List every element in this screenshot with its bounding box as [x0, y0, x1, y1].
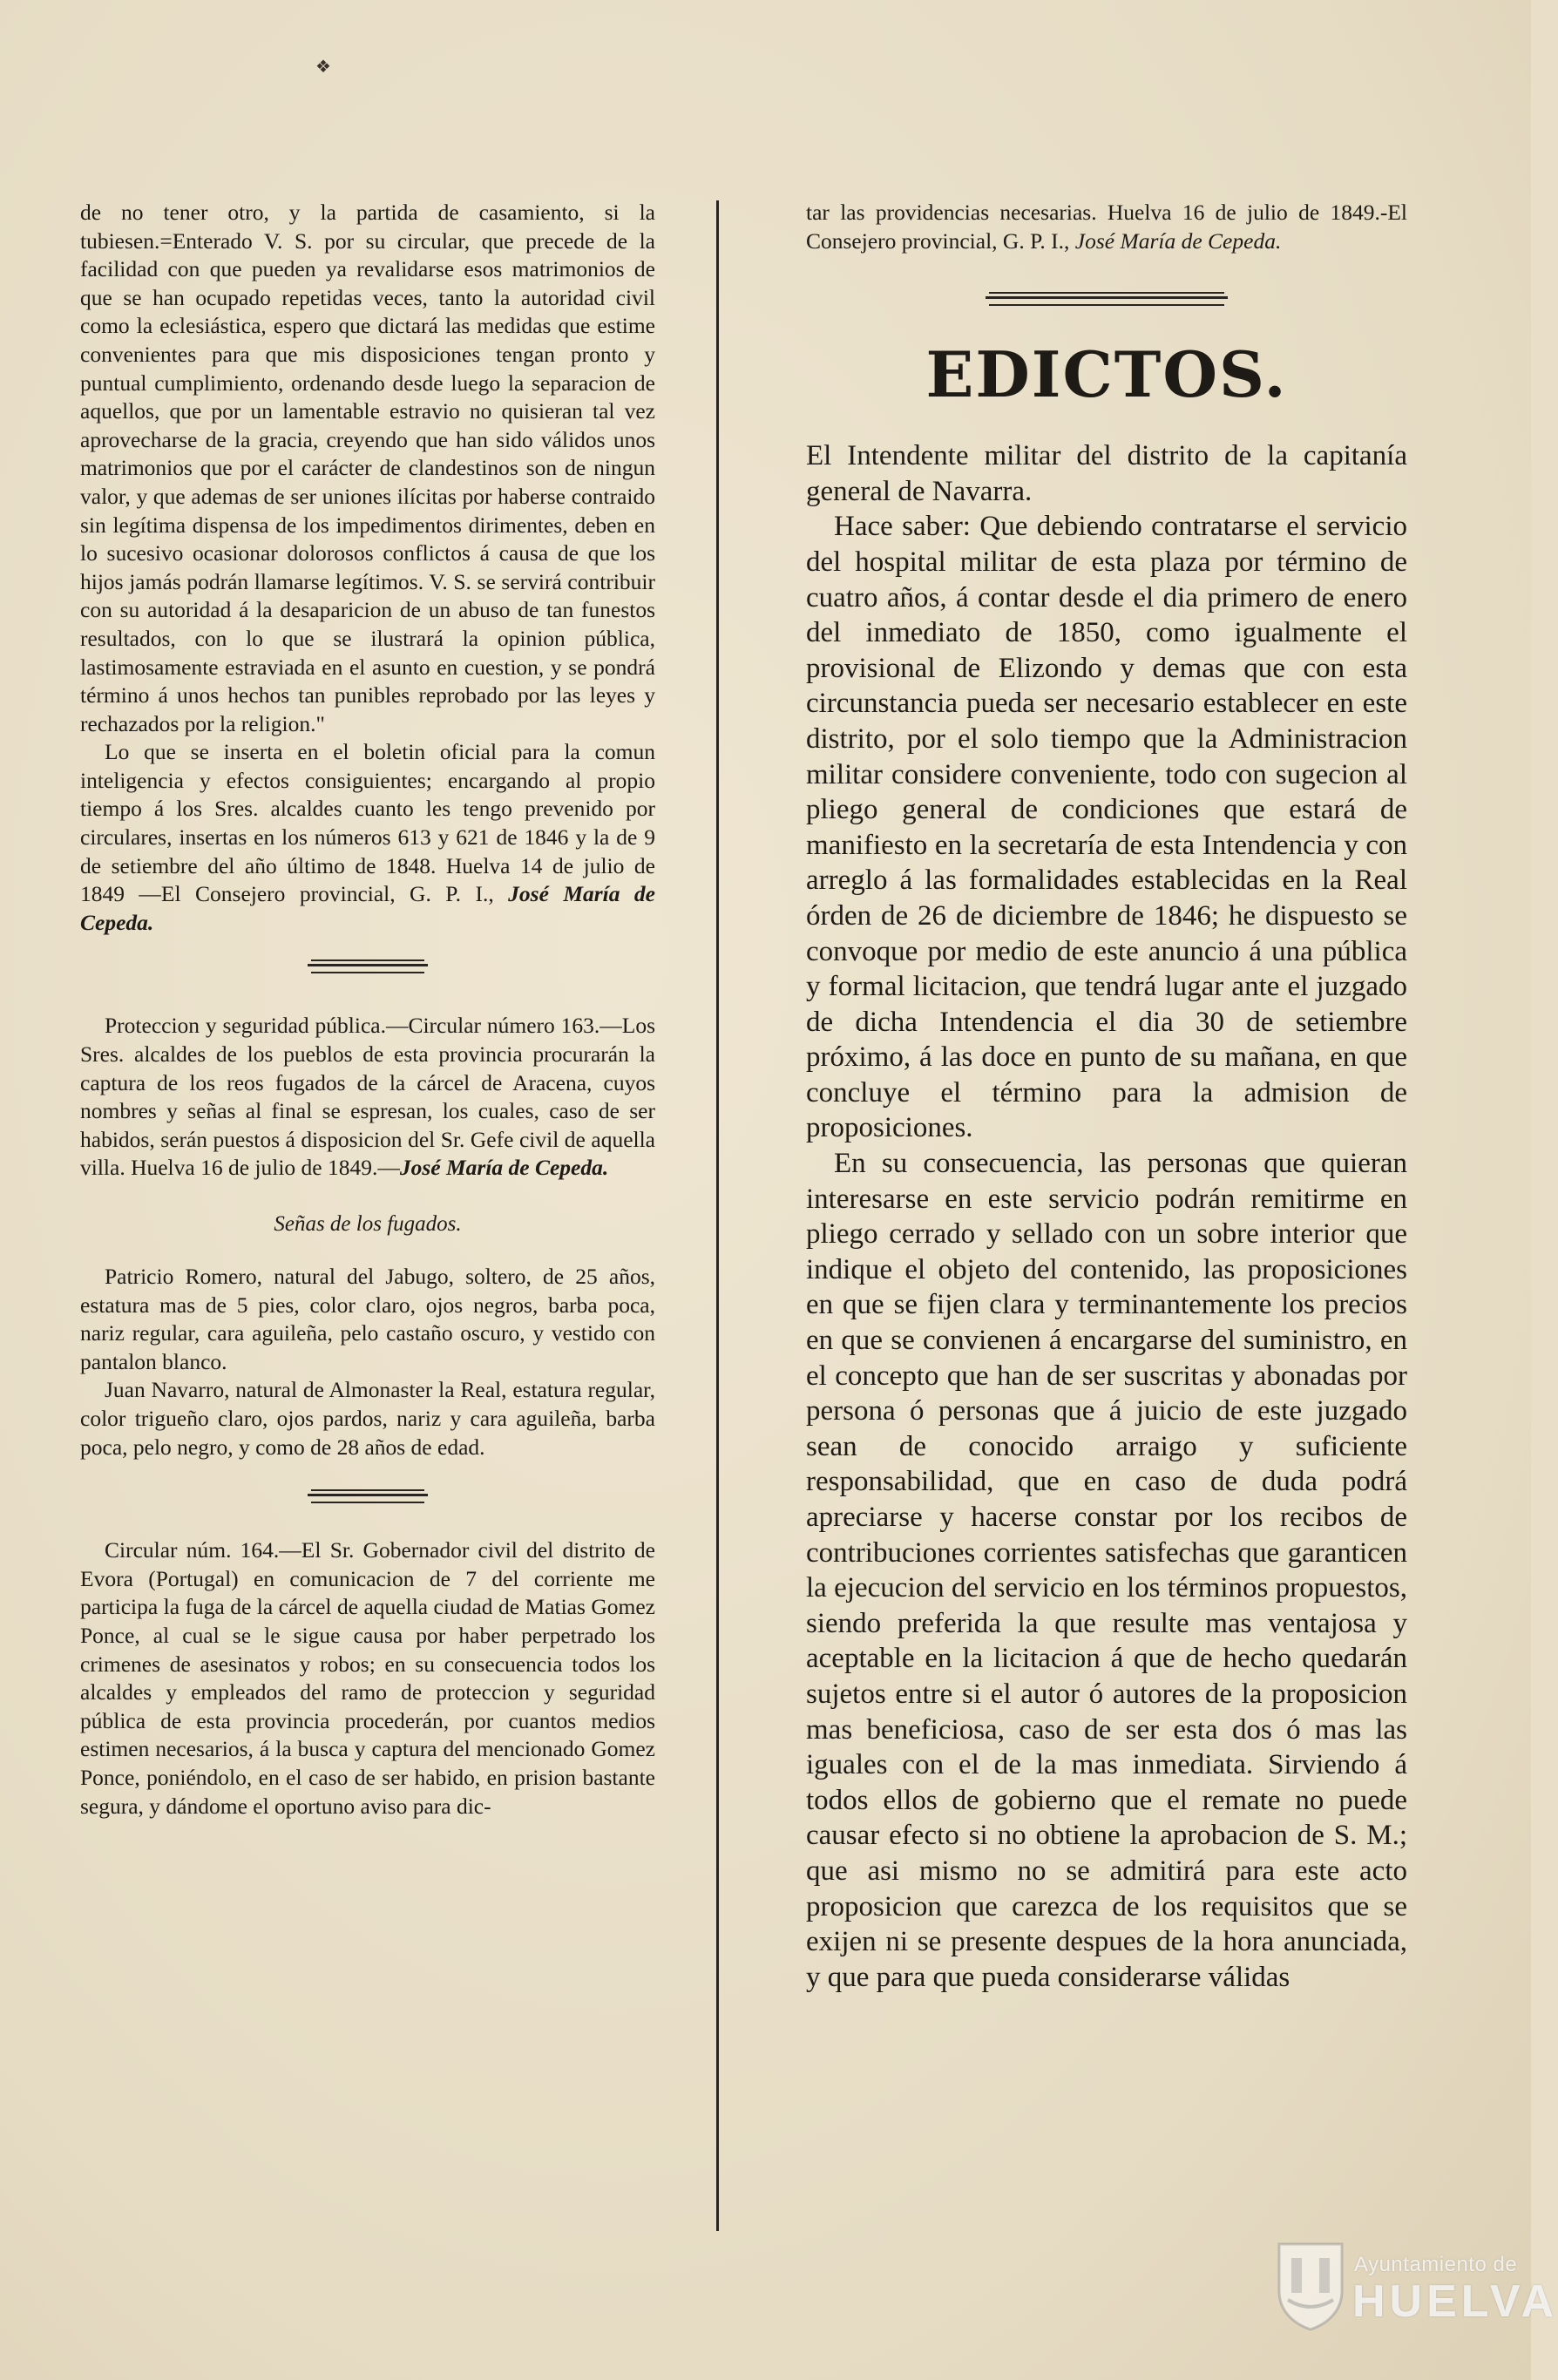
corner-mark: ❖ [315, 58, 331, 77]
left-paragraph-2 [80, 738, 655, 937]
left-paragraph-2-text: Lo que se inserta en el boletin oficial para la comun inteligencia y efectos consiguientes; encargando al propio tiempo á los Sres. alcaldes cuanto les tengo prevenido por circulares, insertas en los números 613 y 621 de 1846 y la de 9 de setiembre del año último de 1848. Huelva 14 de julio de 1849 —El Consejero provincial, G. P. I., [80, 739, 655, 907]
section-title: EDICTOS. [925, 337, 1288, 412]
ornament-divider [989, 292, 1224, 306]
column-separator [716, 200, 719, 2231]
right-column [806, 199, 1407, 1995]
right-paragraph-2: El Intendente militar del distrito de la capitanía general de Navarra. [806, 440, 1407, 507]
left-paragraph-3-text: Proteccion y seguridad pública.—Circular número 163.—Los Sres. alcaldes de los pueblos de esta provincia procurarán la captura de los reos fugados de la cárcel de Aracena, cuyos nombres y señas al final se espresan, los cuales, caso de ser habidos, serán puestos á disposicion del Sr. Gefe civil de aquella villa. Huelva 16 de julio de 1849.— [80, 1013, 655, 1181]
left-signature-1: José María de Cepeda. [80, 881, 656, 935]
ornament-divider [311, 1489, 424, 1503]
right-paragraph-4: En su consecuencia, las personas que quieran interesarse en este servicio podrán remitirme en pliego cerrado y sellado con un sobre interior que indique el objeto del contenido, las proposiciones en que se fijen clara y terminantemente los precios en que se convienen á encargarse del suministro, en el concepto que han de ser suscritas y abonadas por persona ó personas que á juicio de este juzgado sean de conocido arraigo y suficiente responsabilidad, que en caso de duda podrá apreciarse y hacerse constar por los recibos de contribuciones corrientes satisfechas que garanticen la ejecucion del servicio en los términos propuestos, siendo preferida la que resulte mas ventajosa y aceptable en la licitacion á que de hecho quedarán sujetos entre si el autor ó autores de la proposicion mas beneficiosa, caso de ser esta dos ó mas las iguales con el de la mas inmediata. Sirviendo á todos ellos de gobierno que el remate no puede causar efecto si no obtiene la aprobacion de S. M.; que asi mismo no se admitirá para este acto proposicion que carezca de los requisitos que se exijen ni se presente despues de la hora anunciada, y que para que pueda considerarse válidas [806, 1148, 1407, 1993]
left-paragraph-4: Patricio Romero, natural del Jabugo, soltero, de 25 años, estatura mas de 5 pies, color claro, ojos negros, barba poca, nariz regular, cara aguileña, pelo castaño oscuro, y vestido con pantalon blanco. [80, 1264, 655, 1374]
watermark-name: HUELVA [1352, 2276, 1558, 2327]
left-column [80, 199, 655, 1821]
city-shield-icon [1274, 2239, 1347, 2331]
section-subheading: Señas de los fugados. [274, 1212, 462, 1236]
left-paragraph-3 [80, 1012, 655, 1183]
left-signature-2: José María de Cepeda. [399, 1155, 609, 1181]
watermark-top-text: Ayuntamiento de [1354, 2253, 1518, 2276]
right-paragraph-3: Hace saber: Que debiendo contratarse el servicio del hospital militar de esta plaza por término de cuatro años, á contar desde el dia primero de enero del inmediato de 1850, como igualmente el provisional de Elizondo y demas que con esta circunstancia pueda ser necesario establecer en este distrito, por el solo tiempo que la Administracion militar considere conveniente, todo con sugecion al pliego general de condiciones que estará de manifiesto en la secretaría de esta Intendencia y con arreglo á las formalidades establecidas en la Real órden de 26 de diciembre de 1846; he dispuesto se convoque por medio de este anuncio á una pública y formal licitacion, que tendrá lugar ante el juzgado de dicha Intendencia el dia 30 de setiembre próximo, á las doce en punto de su mañana, en que concluye el término para la admision de proposiciones. [806, 511, 1407, 1144]
right-paragraph-1-text: tar las providencias necesarias. Huelva 16 de julio de 1849.-El Consejero provincial, G. P. I., [806, 200, 1407, 254]
left-paragraph-6: Circular núm. 164.—El Sr. Gobernador civil del distrito de Evora (Portugal) en comunicacion de 7 del corriente me participa la fuga de la cárcel de aquella ciudad de Matias Gomez Ponce, al cual se le sigue causa por haber perpetrado los crimenes de asesinatos y robos; en su consecuencia todos los alcaldes y empleados del ramo de proteccion y seguridad pública de esta provincia procederán, por cuantos medios estimen necesarios, á la busca y captura del mencionado Gomez Ponce, poniéndolo, en el caso de ser habido, en prision bastante segura, y dándome el oportuno aviso para dic- [80, 1537, 655, 1819]
right-signature: José María de Cepeda. [1074, 227, 1282, 254]
ornament-divider [311, 959, 424, 973]
left-paragraph-1: de no tener otro, y la partida de casamiento, si la tubiesen.=Enterado V. S. por su circular, que precede de la facilidad con que pueden ya revalidarse esos matrimonios de que se han ocupado repetidas veces, tanto la autoridad civil como la eclesiástica, espero que dictará las medidas que estime convenientes para que mis disposiciones tengan pronto y puntual cumplimiento, ordenando desde luego la separacion de aquellos, que por un lamentable estravio no quisieran tal vez aprovecharse de la gracia, creyendo que han sido válidos unos matrimonios que por el carácter de clandestinos son de ningun valor, y que ademas de ser uniones ilícitas por haberse contraido sin legítima dispensa de los impedimentos dirimentes, deben en lo sucesivo ocasionar dolorosos conflictos á causa de que los hijos jamás podrán llamarse legítimos. V. S. se servirá contribuir con su autoridad á la desaparicion de un abuso de tan funestos resultados, con lo que se ilustrará la opinion pública, lastimosamente estraviada en el asunto en cuestion, y se pondrá término á unos hechos tan punibles reprobado por las leyes y rechazados por la religion." [80, 200, 655, 736]
left-paragraph-5: Juan Navarro, natural de Almonaster la Real, estatura regular, color trigueño claro, ojos pardos, nariz y cara aguileña, barba poca, pelo negro, y como de 28 años de edad. [80, 1377, 655, 1460]
right-paragraph-1 [806, 199, 1407, 255]
watermark-logo [1274, 2220, 1558, 2359]
